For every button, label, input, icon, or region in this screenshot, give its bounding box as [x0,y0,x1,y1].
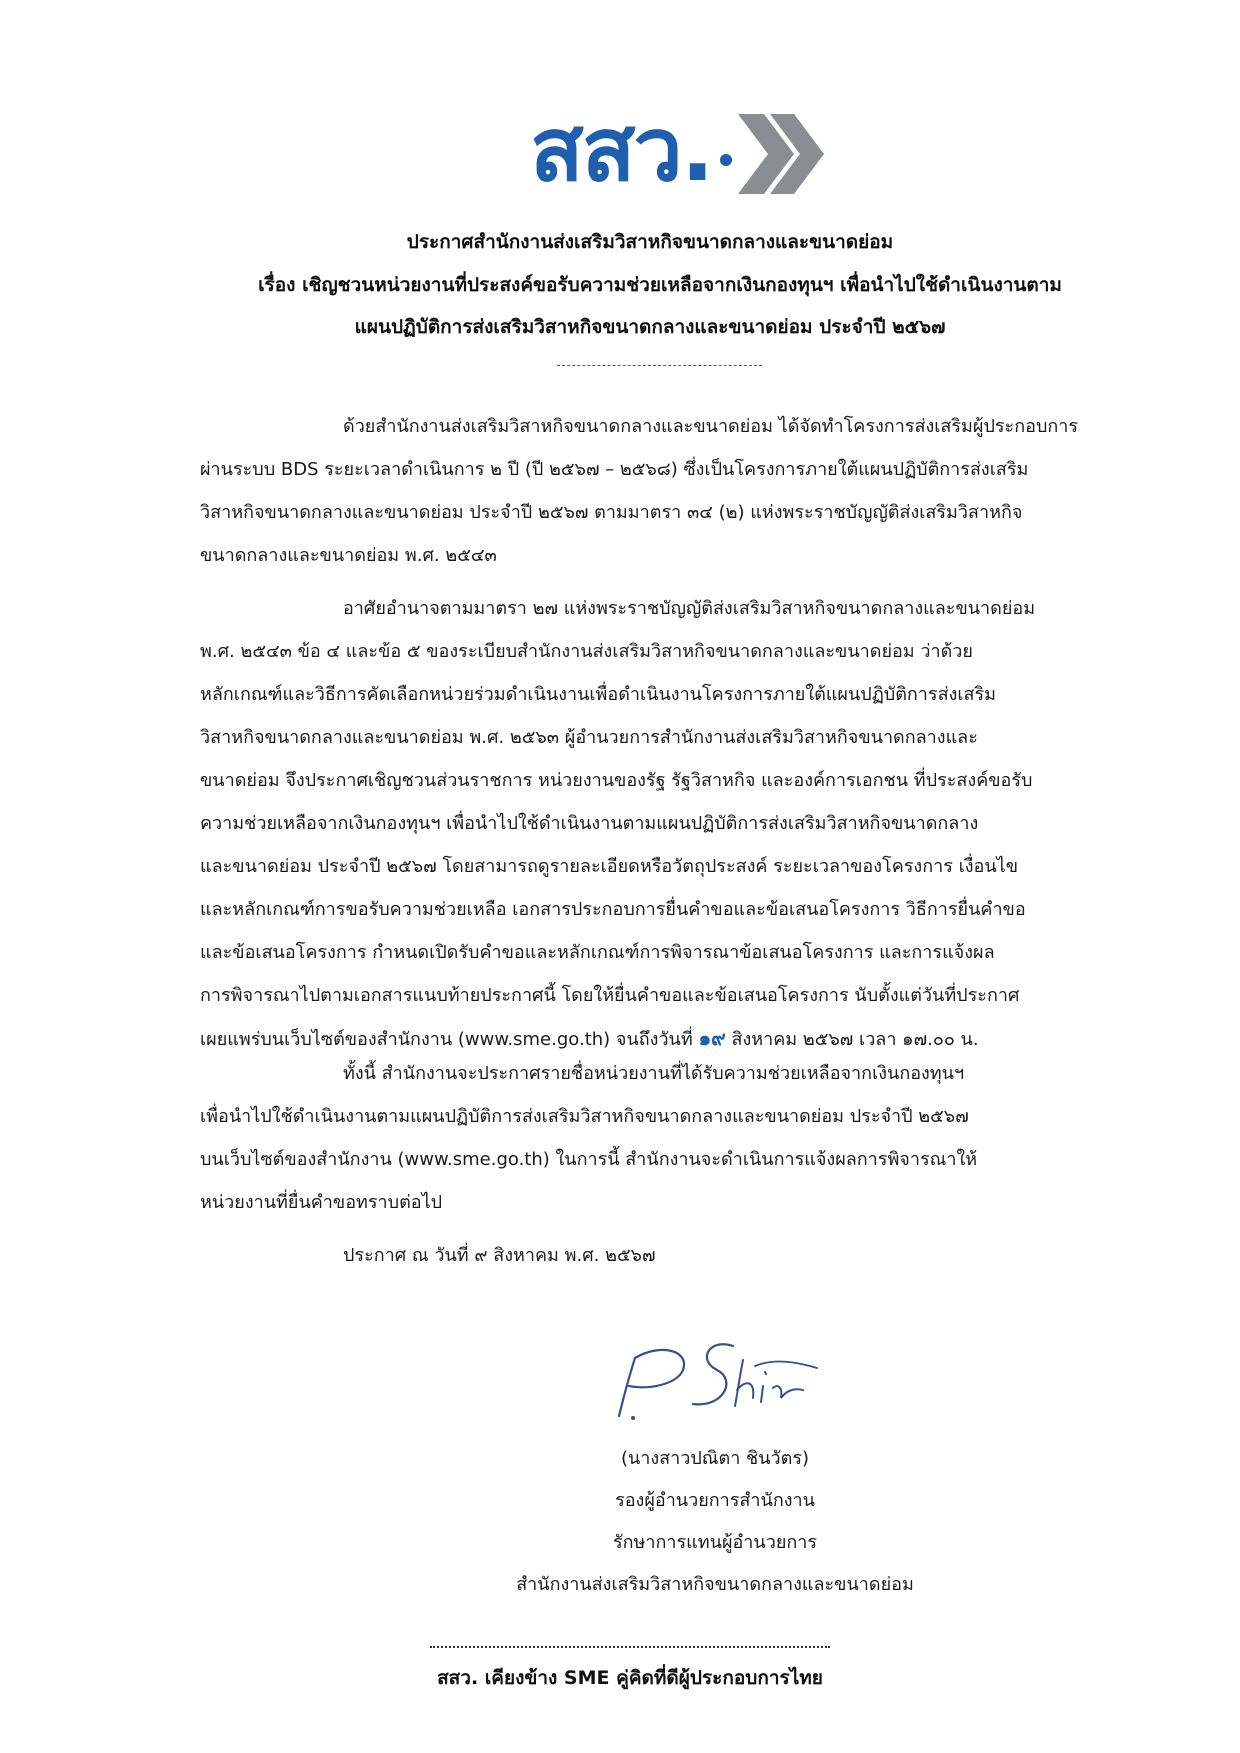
header-divider [557,365,762,366]
paragraph-line: และข้อเสนอโครงการ กำหนดเปิดรับคำขอและหลักเกณฑ์การพิจารณาข้อเสนอโครงการ และการแจ้งผล [200,942,995,963]
paragraph-line: อาศัยอำนาจตามมาตรา ๒๗ แห่งพระราชบัญญัติส่งเสริมวิสาหกิจขนาดกลางและขนาดย่อม [343,598,1036,619]
paragraph-line: พ.ศ. ๒๕๔๓ ข้อ ๔ และข้อ ๕ ของระเบียบสำนักงานส่งเสริมวิสาหกิจขนาดกลางและขนาดย่อม ว่าด้วย [200,641,973,662]
signatory-name: (นางสาวปณิตา ชินวัตร) [620,1448,810,1469]
announced-date: ประกาศ ณ วันที่ ๙ สิงหาคม พ.ศ. ๒๕๖๗ [343,1245,656,1266]
paragraph-line: ด้วยสำนักงานส่งเสริมวิสาหกิจขนาดกลางและขนาดย่อม ได้จัดทำโครงการส่งเสริมผู้ประกอบการ [343,416,1079,437]
paragraph-line: หน่วยงานที่ยื่นคำขอทราบต่อไป [200,1192,443,1213]
deadline-text-after: สิงหาคม ๒๕๖๗ เวลา ๑๗.๐๐ น. [725,1029,979,1050]
signatory-position: รองผู้อำนวยการสำนักงาน [615,1490,815,1511]
deadline-day: ๑๙ [698,1026,726,1050]
paragraph-line: ผ่านระบบ BDS ระยะเวลาดำเนินการ ๒ ปี (ปี ๒๕๖๗ – ๒๕๖๘) ซึ่งเป็นโครงการภายใต้แผนปฏิบัติการส่งเสริม [200,459,1029,480]
sme-logo [530,100,830,210]
paragraph-line: บนเว็บไซต์ของสำนักงาน (www.sme.go.th) ในการนี้ สำนักงานจะดำเนินการแจ้งผลการพิจารณาให้ [200,1149,978,1170]
signatory-organization: สำนักงานส่งเสริมวิสาหกิจขนาดกลางและขนาดย่อม [516,1574,914,1595]
paragraph-1 [200,405,1120,577]
footer-slogan: สสว. เคียงข้าง SME คู่คิดที่ดีผู้ประกอบการไทย [437,1667,823,1689]
paragraph-line: และขนาดย่อม ประจำปี ๒๕๖๗ โดยสามารถดูรายละเอียดหรือวัตถุประสงค์ ระยะเวลาของโครงการ เงื่อนไข [200,856,1018,877]
paragraph-line: วิสาหกิจขนาดกลางและขนาดย่อม พ.ศ. ๒๕๖๓ ผู้อำนวยการสำนักงานส่งเสริมวิสาหกิจขนาดกลางและ [200,727,978,748]
paragraph-line: และหลักเกณฑ์การขอรับความช่วยเหลือ เอกสารประกอบการยื่นคำขอและข้อเสนอโครงการ วิธีการยื่นคำขอ [200,899,1026,920]
subject-line-2: แผนปฏิบัติการส่งเสริมวิสาหกิจขนาดกลางและขนาดย่อม ประจำปี ๒๕๖๗ [354,316,946,338]
paragraph-2 [200,587,1120,1061]
paragraph-line: ขนาดกลางและขนาดย่อม พ.ศ. ๒๕๔๓ [200,545,497,566]
announcement-title: ประกาศสำนักงานส่งเสริมวิสาหกิจขนาดกลางและขนาดย่อม [406,231,894,253]
paragraph-line: เพื่อนำไปใช้ดำเนินงานตามแผนปฏิบัติการส่งเสริมวิสาหกิจขนาดกลางและขนาดย่อม ประจำปี ๒๕๖๗ [200,1106,969,1127]
paragraph-line: ทั้งนี้ สำนักงานจะประกาศรายชื่อหน่วยงานที่ได้รับความช่วยเหลือจากเงินกองทุนฯ [343,1063,965,1084]
footer-divider [430,1646,830,1648]
paragraph-3 [200,1052,1120,1224]
handwritten-signature [605,1328,825,1428]
deadline-text-before: เผยแพร่บนเว็บไซต์ของสำนักงาน (www.sme.go.th) จนถึงวันที่ [200,1029,699,1050]
logo-text: สสว. [530,98,713,201]
double-chevron-right-icon [720,108,830,200]
subject-line-1: เรื่อง เชิญชวนหน่วยงานที่ประสงค์ขอรับความช่วยเหลือจากเงินกองทุนฯ เพื่อนำไปใช้ดำเนินงานตาม [258,274,1062,296]
paragraph-line: วิสาหกิจขนาดกลางและขนาดย่อม ประจำปี ๒๕๖๗ ตามมาตรา ๓๔ (๒) แห่งพระราชบัญญัติส่งเสริมวิสาหกิจ [200,502,1023,523]
paragraph-line: ขนาดย่อม จึงประกาศเชิญชวนส่วนราชการ หน่วยงานของรัฐ รัฐวิสาหกิจ และองค์การเอกชน ที่ประสงค์ขอรับ [200,770,1033,791]
paragraph-line: การพิจารณาไปตามเอกสารแนบท้ายประกาศนี้ โดยให้ยื่นคำขอและข้อเสนอโครงการ นับตั้งแต่วันที่ประกาศ [200,985,1020,1006]
signatory-acting-role: รักษาการแทนผู้อำนวยการ [612,1532,818,1553]
paragraph-line: หลักเกณฑ์และวิธีการคัดเลือกหน่วยร่วมดำเนินงานเพื่อดำเนินงานโครงการภายใต้แผนปฏิบัติการส่งเสริม [200,684,997,705]
paragraph-line: ความช่วยเหลือจากเงินกองทุนฯ เพื่อนำไปใช้ดำเนินงานตามแผนปฏิบัติการส่งเสริมวิสาหกิจขนาดกลาง [200,813,979,834]
